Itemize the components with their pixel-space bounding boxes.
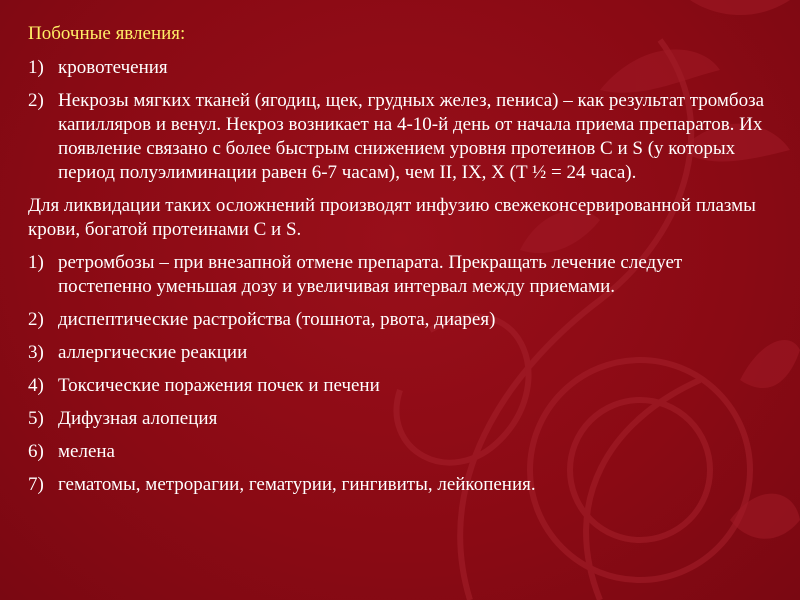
list-item [28,440,778,464]
list-item-number: 1) [28,252,44,273]
list-item-text: мелена [58,441,115,462]
list-item-text: кровотечения [58,57,168,78]
list-item-number: 2) [28,309,44,330]
list-item-number: 3) [28,342,44,363]
list-item-text: Некрозы мягких тканей (ягодиц, щек, грудных желез, пениса) – как результат тромбоза капилляров и венул. Некроз возникает на 4-10-й день от начала приема препаратов. Их появление связано с более быстрым снижением уровня протеинов С и S (у которых период полуэлиминации равен 6-7 часам), чем II, IX, X (T ½ = 24 часа). [58,90,765,183]
list-item [28,251,778,299]
list-item-number: 5) [28,408,44,429]
list-item-number: 1) [28,57,44,78]
list-item [28,473,778,497]
list-item-number: 7) [28,474,44,495]
list-item-text: Дифузная алопеция [58,408,218,429]
list-item [28,308,778,332]
list-item-text: аллергические реакции [58,342,248,363]
slide-content [28,22,778,506]
list-item-number: 6) [28,441,44,462]
list-item [28,407,778,431]
list-item-text: диспептические растройства (тошнота, рвота, диарея) [58,309,496,330]
list-item-text: Токсические поражения почек и печени [58,375,380,396]
slide-title: Побочные явления: [28,23,186,44]
body-paragraph: Для ликвидации таких осложнений производят инфузию свежеконсервированной плазмы крови, богатой протеинами С и S. [28,195,756,240]
list-item [28,374,778,398]
list-item-number: 2) [28,90,44,111]
list-item-text: ретромбозы – при внезапной отмене препарата. Прекращать лечение следует постепенно уменьшая дозу и увеличивая интервал между приемами. [58,252,683,297]
list-item [28,56,778,80]
list-item [28,89,778,185]
list-item-number: 4) [28,375,44,396]
list-item [28,341,778,365]
list-item-text: гематомы, метрорагии, гематурии, гингивиты, лейкопения. [58,474,536,495]
